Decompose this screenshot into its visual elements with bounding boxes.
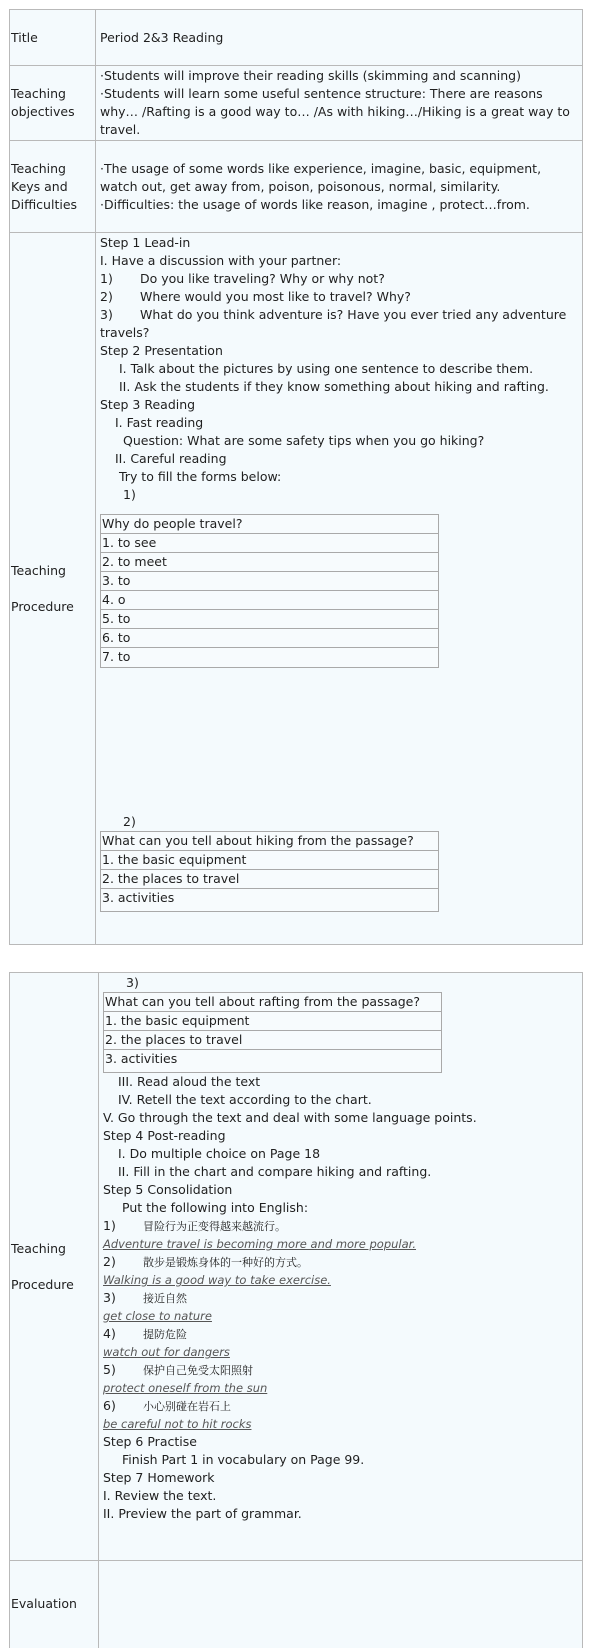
form-row: 3. to bbox=[101, 572, 438, 591]
evaluation-label: Evaluation bbox=[10, 1561, 99, 1648]
objectives-label: Teaching objectives bbox=[11, 86, 75, 119]
objectives-text: ·Students will improve their reading skills (skimming and scanning) ·Students will learn some useful sentence structure: There are reasons why… /Rafting is a good way to… /As with hiking…/Hiking is a great way to travel. bbox=[100, 68, 570, 137]
form-row: 1. the basic equipment bbox=[101, 851, 438, 870]
form-row: 5. to bbox=[101, 610, 438, 629]
form-row: 2. to meet bbox=[101, 553, 438, 572]
translation-item: 3) 接近自然 bbox=[103, 1290, 187, 1305]
list-item: 1) Do you like traveling? Why or why not? bbox=[100, 271, 385, 286]
form-header: What can you tell about rafting from the passage? bbox=[104, 993, 441, 1012]
procedure-row-continued bbox=[10, 973, 582, 1561]
procedure-label: Teaching Procedure bbox=[11, 562, 74, 614]
step-heading: Step 6 Practise bbox=[103, 1434, 197, 1449]
keys-text: ·The usage of some words like experience, imagine, basic, equipment, watch out, get away from, poison, poisonous, normal, similarity. ·Difficulties: the usage of words like reason, imagine , protect…from. bbox=[100, 160, 542, 212]
step-heading: Step 1 Lead-in bbox=[100, 235, 191, 250]
translation-answer: be careful not to hit rocks bbox=[103, 1417, 252, 1431]
translation-item: 5) 保护自己免受太阳照射 bbox=[103, 1362, 253, 1377]
title-value: Period 2&3 Reading bbox=[100, 29, 224, 45]
form-row: 1. the basic equipment bbox=[104, 1012, 441, 1031]
form-row: 2. the places to travel bbox=[104, 1031, 441, 1050]
evaluation-row bbox=[10, 1561, 582, 1648]
lesson-plan-table-1 bbox=[9, 9, 583, 945]
keys-row bbox=[10, 141, 582, 233]
form-row: 6. to bbox=[101, 629, 438, 648]
form-row: 4. o bbox=[101, 591, 438, 610]
translation-item: 6) 小心别碰在岩石上 bbox=[103, 1398, 231, 1413]
form-header: What can you tell about hiking from the passage? bbox=[101, 832, 438, 851]
translation-answer: get close to nature bbox=[103, 1309, 212, 1323]
title-label: Title bbox=[10, 10, 96, 65]
step-heading: Step 7 Homework bbox=[103, 1470, 215, 1485]
objectives-row bbox=[10, 66, 582, 141]
step-heading: Step 2 Presentation bbox=[100, 343, 223, 358]
translation-item: 2) 散步是锻炼身体的一种好的方式。 bbox=[103, 1254, 308, 1269]
procedure-content: Step 1 Lead-in I. Have a discussion with your partner: 1) Do you like traveling? Why or why not? 2) Where would you most like to travel? Why? 3) What do you think adventure is? Have you ever tried any adventure travels? Step 2 Presentation I. Talk about the pictures by using one sentence to describe them. II. Ask the students if they know something about hiking and rafting. Step 3 Reading I. Fast reading Question: What are some safety tips when you go hiking? II. Careful reading Try to fill the forms below: 1) Why do people travel? 1. to see 2. to meet 3. to 4. o 5. to 6. to 7. to 2) What can you tell about hiking from the passage? 1. the basic equipment 2. the places to travel 3. activities bbox=[100, 234, 580, 944]
procedure-label: Teaching Procedure bbox=[11, 1240, 74, 1292]
hiking-form bbox=[100, 831, 439, 912]
translation-item: 1) 冒险行为正变得越来越流行。 bbox=[103, 1218, 286, 1233]
why-travel-form bbox=[100, 514, 439, 668]
step-heading: Step 4 Post-reading bbox=[103, 1128, 226, 1143]
procedure-content-continued: 3) What can you tell about rafting from the passage? 1. the basic equipment 2. the places to travel 3. activities III. Read aloud the text IV. Retell the text according to the chart. V. Go through the text and deal with some language points. Step 4 Post-reading I. Do multiple choice on Page 18 II. Fill in the chart and compare hiking and rafting. Step 5 Consolidation Put the following into English: 1) 冒险行为正变得越来越流行。 Adventure travel is becoming more and more popular. 2) 散步是锻炼身体的一种好的方式。 Walking is a good way to take exercise. 3) 接近自然 get close to nature 4) 提防危险 watch out for dangers 5) 保护自己免受太阳照射 protect oneself from the sun 6) 小心别碰在岩石上 be careful not to hit rocks Step 6 Practise Finish Part 1 in vocabulary on Page 99. Step 7 Homework I. Review the text. II. Preview the part of grammar. bbox=[103, 974, 580, 1560]
translation-answer: Walking is a good way to take exercise. bbox=[103, 1273, 331, 1287]
step-heading: Step 5 Consolidation bbox=[103, 1182, 233, 1197]
form-row: 2. the places to travel bbox=[101, 870, 438, 889]
form-header: Why do people travel? bbox=[101, 515, 438, 534]
title-row bbox=[10, 10, 582, 66]
form-row: 7. to bbox=[102, 649, 131, 664]
evaluation-value bbox=[103, 1561, 580, 1648]
translation-answer: protect oneself from the sun bbox=[103, 1381, 268, 1395]
step-heading: Step 3 Reading bbox=[100, 397, 196, 412]
keys-label: Teaching Keys and Difficulties bbox=[11, 160, 78, 212]
translation-answer: Adventure travel is becoming more and more popular. bbox=[103, 1237, 417, 1251]
translation-answer: watch out for dangers bbox=[103, 1345, 230, 1359]
list-item: 2) Where would you most like to travel? Why? bbox=[100, 289, 411, 304]
form-row: 3. activities bbox=[102, 890, 175, 905]
rafting-form bbox=[103, 992, 442, 1073]
lesson-plan-table-2 bbox=[9, 972, 583, 1648]
form-row: 1. to see bbox=[101, 534, 438, 553]
procedure-row bbox=[10, 233, 582, 944]
list-item: 3) What do you think adventure is? Have you ever tried any adventure bbox=[100, 307, 567, 322]
translation-item: 4) 提防危险 bbox=[103, 1326, 187, 1341]
form-row: 3. activities bbox=[105, 1051, 178, 1066]
